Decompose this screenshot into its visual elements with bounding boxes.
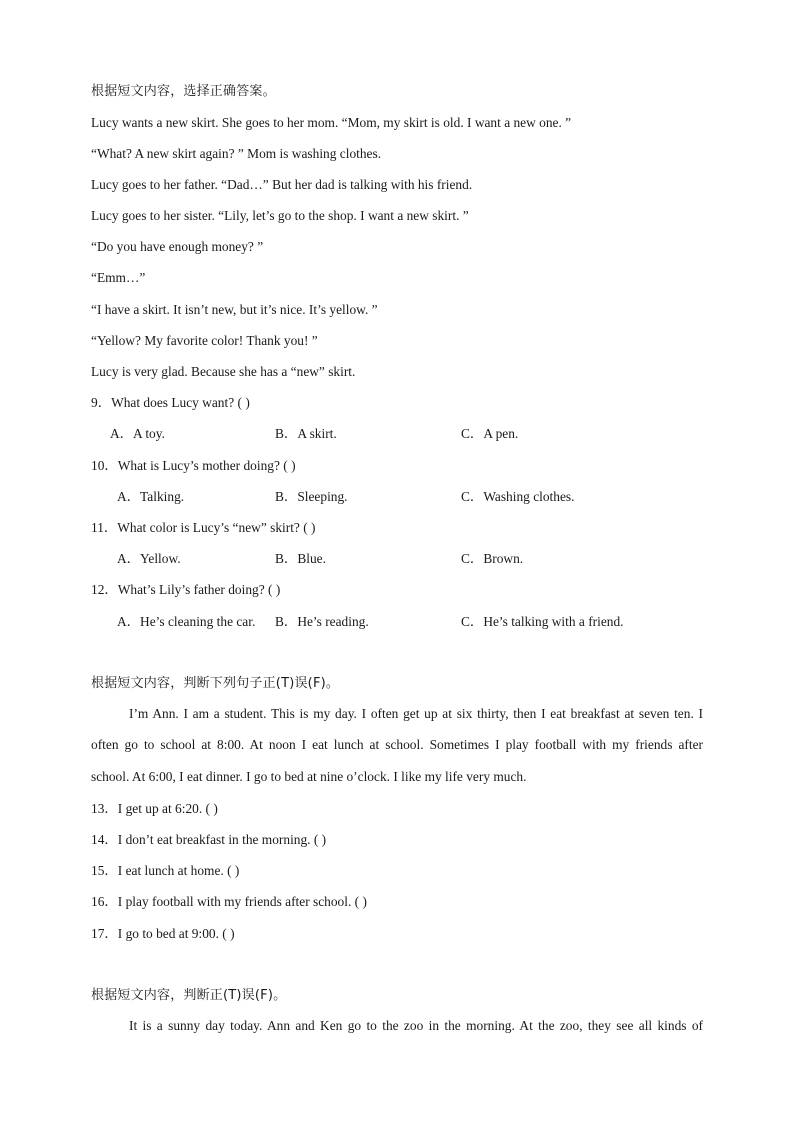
question-15: 15．I eat lunch at home. ( ) bbox=[91, 863, 240, 878]
option-c: C．He’s talking with a friend. bbox=[461, 614, 624, 629]
section2-heading: 根据短文内容，判断下列句子正(T)误(F)。 bbox=[91, 676, 340, 691]
passage2-line: I’m Ann. I am a student. This is my day. I often get up at six thirty, then I eat breakfast at seven ten. I bbox=[129, 706, 703, 721]
passage1-line: “Do you have enough money? ” bbox=[91, 239, 264, 254]
question-12: 12．What’s Lily’s father doing? ( ) bbox=[91, 582, 281, 597]
option-c: C．Brown. bbox=[461, 551, 524, 566]
option-b: B．Sleeping. bbox=[275, 489, 348, 504]
option-a: A．A toy. bbox=[110, 426, 165, 441]
passage3-line: It is a sunny day today. Ann and Ken go to the zoo in the morning. At the zoo, they see all kinds of bbox=[129, 1018, 703, 1033]
option-c: C．A pen. bbox=[461, 426, 519, 441]
passage2-line: often go to school at 8:00. At noon I eat lunch at school. Sometimes I play football with my friends after bbox=[91, 737, 703, 752]
passage1-line: Lucy goes to her father. “Dad…” But her dad is talking with his friend. bbox=[91, 177, 473, 192]
passage1-line: Lucy goes to her sister. “Lily, let’s go to the shop. I want a new skirt. ” bbox=[91, 208, 469, 223]
passage1-line: “Yellow? My favorite color! Thank you! ” bbox=[91, 333, 318, 348]
passage1-line: “What? A new skirt again? ” Mom is washing clothes. bbox=[91, 146, 382, 161]
option-b: B．Blue. bbox=[275, 551, 326, 566]
option-b: B．A skirt. bbox=[275, 426, 337, 441]
question-17: 17．I go to bed at 9:00. ( ) bbox=[91, 926, 235, 941]
passage1-line: Lucy wants a new skirt. She goes to her mom. “Mom, my skirt is old. I want a new one. ” bbox=[91, 115, 572, 130]
question-14: 14．I don’t eat breakfast in the morning. ( ) bbox=[91, 832, 327, 847]
passage2-line: school. At 6:00, I eat dinner. I go to bed at nine o’clock. I like my life very much. bbox=[91, 769, 527, 784]
question-13: 13．I get up at 6:20. ( ) bbox=[91, 801, 218, 816]
option-a: A．Yellow. bbox=[117, 551, 181, 566]
passage1-line: “Emm…” bbox=[91, 270, 146, 285]
option-c: C．Washing clothes. bbox=[461, 489, 575, 504]
question-10: 10．What is Lucy’s mother doing? ( ) bbox=[91, 458, 296, 473]
question-9: 9．What does Lucy want? ( ) bbox=[91, 395, 250, 410]
option-b: B．He’s reading. bbox=[275, 614, 369, 629]
option-a: A．He’s cleaning the car. bbox=[117, 614, 256, 629]
question-16: 16．I play football with my friends after school. ( ) bbox=[91, 894, 367, 909]
section3-heading: 根据短文内容，判断正(T)误(F)。 bbox=[91, 988, 287, 1003]
passage1-line: “I have a skirt. It isn’t new, but it’s nice. It’s yellow. ” bbox=[91, 302, 378, 317]
question-11: 11．What color is Lucy’s “new” skirt? ( ) bbox=[91, 520, 316, 535]
section1-heading: 根据短文内容，选择正确答案。 bbox=[91, 84, 276, 99]
option-a: A．Talking. bbox=[117, 489, 185, 504]
passage1-line: Lucy is very glad. Because she has a “new” skirt. bbox=[91, 364, 356, 379]
